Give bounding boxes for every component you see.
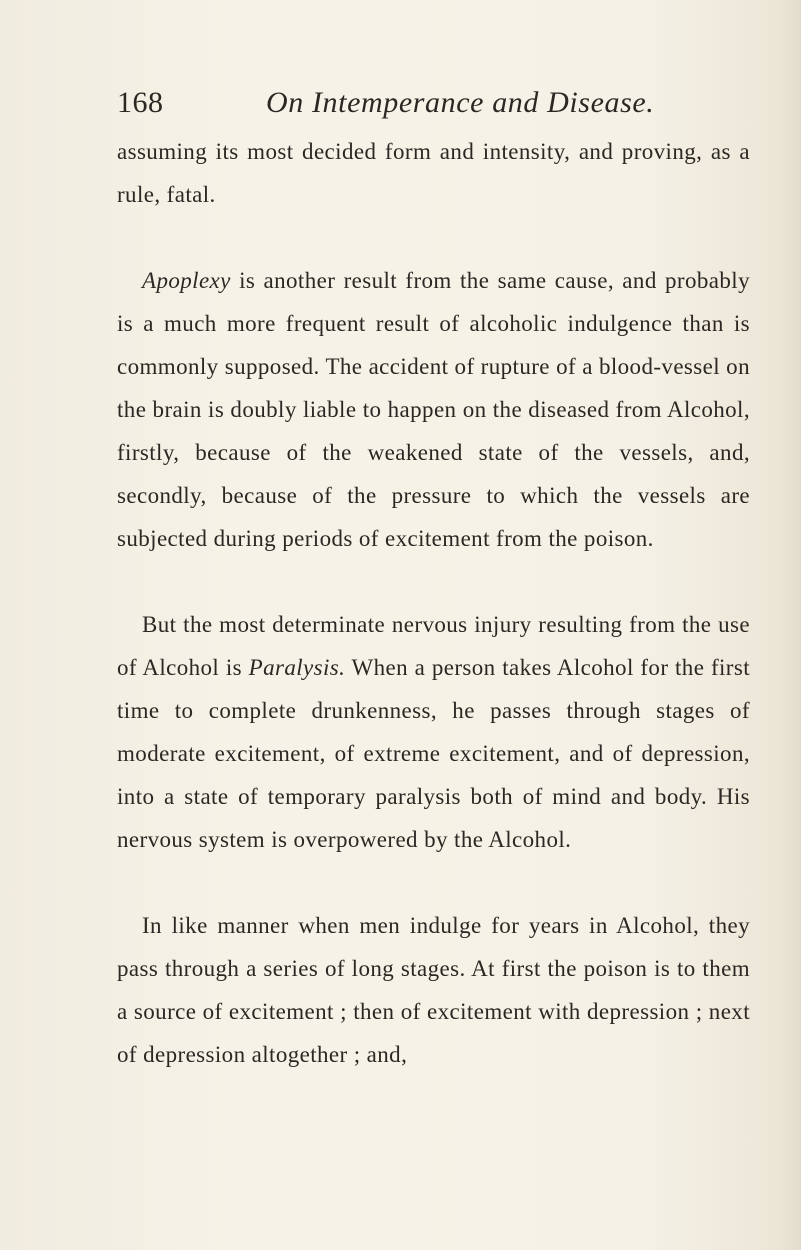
- italic-term-paralysis: Paralysis.: [248, 655, 346, 680]
- page-number: 168: [117, 86, 164, 119]
- paragraph-text: When a person takes Alcohol for the first time to complete drunkenness, he passes through stages of moderate excitement, of extreme excitement, and of depression, into a state of temporary paralysis both of mind and body. His nervous system is overpowered by the Alcohol.: [117, 655, 750, 852]
- paragraph-long-stages: [117, 904, 750, 1076]
- paragraph-text: But the most determinate nervous injury resulting from the use of Alcohol is: [117, 612, 750, 680]
- paragraph-apoplexy: [117, 259, 750, 560]
- paragraph-text: is another result from the same cause, and probably is a much more frequent result of alcoholic indulgence than is commonly supposed. The accident of rupture of a blood-vessel on the brain is doubly liable to happen on the diseased from Alcohol, firstly, because of the weakened state of the vessels, and, secondly, because of the pressure to which the vessels are subjected during periods of excitement from the poison.: [117, 268, 750, 551]
- paragraph-text: assuming its most decided form and intensity, and proving, as a rule, fatal.: [117, 139, 750, 207]
- paragraph-continuation: [117, 130, 750, 216]
- page-header: [117, 86, 757, 126]
- running-title: On Intemperance and Disease.: [266, 86, 655, 119]
- italic-term-apoplexy: Apoplexy: [142, 268, 231, 293]
- body-text: [117, 130, 750, 1076]
- paragraph-text: In like manner when men indulge for years in Alcohol, they pass through a series of long stages. At first the poison is to them a source of excitement ; then of excitement with depression ; next of depression altogether ; and,: [117, 913, 750, 1067]
- paragraph-paralysis: [117, 603, 750, 861]
